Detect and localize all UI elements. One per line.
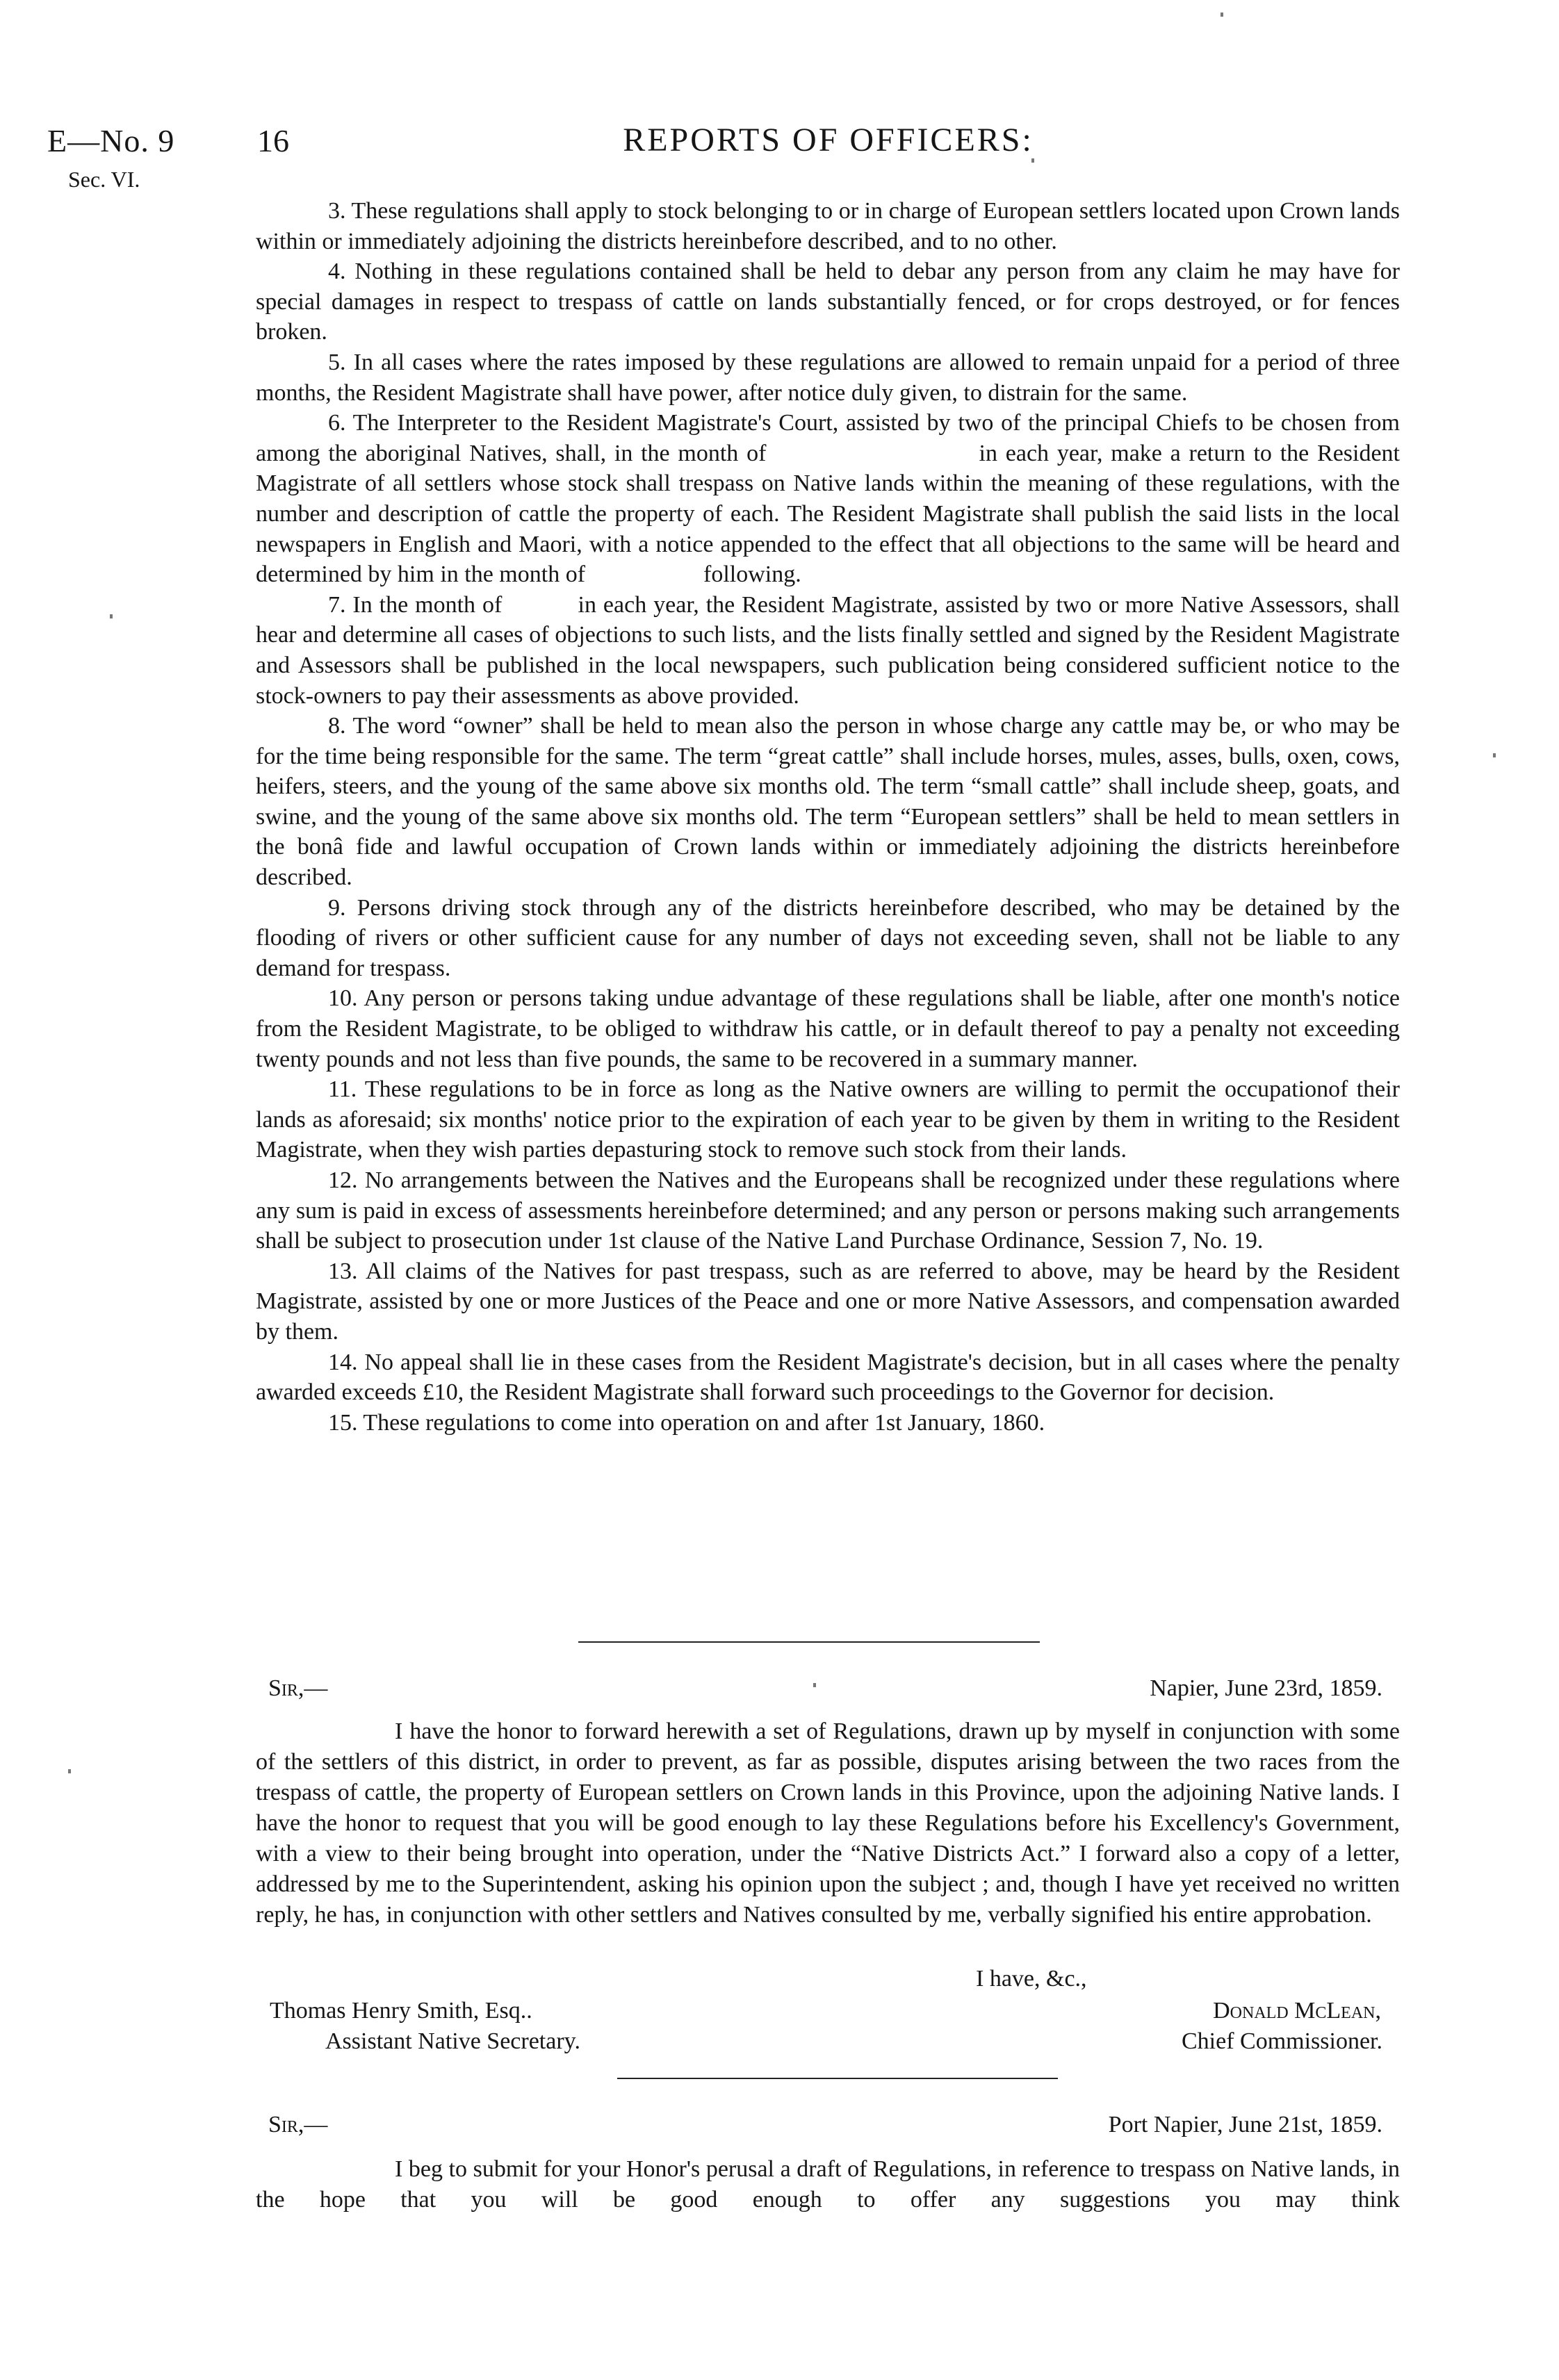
- letter2-body: I beg to submit for your Honor's perusal a draft of Regulations, in reference to trespass on Native lands, in the hope that you will be good enough to offer any suggestions you may think: [256, 2156, 1400, 2213]
- letter1-salutation: Sir,—: [268, 1675, 328, 1701]
- letter1-signer-title: Chief Commissioner.: [1182, 2028, 1382, 2054]
- letter-divider: [617, 2078, 1058, 2079]
- regulation-12: 12. No arrangements between the Natives and the Europeans shall be recognized under these regulations where any sum is paid in excess of assessments hereinbefore determined; and any person or persons making such arrangements shall be subject to prosecution under 1st clause of the Native Land Purchase Ordinance, Session 7, No. 19.: [256, 1167, 1400, 1254]
- page-number: 16: [257, 123, 289, 158]
- regulation-13: 13. All claims of the Natives for past trespass, such as are referred to above, may be heard by the Resident Magistrate, assisted by one or more Justices of the Peace and one or more Native Assessors, and compensation awarded by them.: [256, 1258, 1400, 1345]
- letter2-body-block: [256, 2154, 1400, 2215]
- scan-speck: [813, 1683, 816, 1687]
- letter1-signer-name: Donald McLean,: [1213, 1998, 1381, 2024]
- letter2-salutation: Sir,—: [268, 2112, 328, 2137]
- scan-speck: [1031, 158, 1034, 163]
- section-label: Sec. VI.: [68, 167, 140, 192]
- regulation-4: 4. Nothing in these regulations contained shall be held to debar any person from any claim he may have for special damages in respect to trespass of cattle on lands substantially fenced, or for crops destroyed, or for fences broken.: [256, 258, 1400, 345]
- letter1-addressee-title: Assistant Native Secretary.: [325, 2028, 580, 2054]
- regulation-5: 5. In all cases where the rates imposed by these regulations are allowed to remain unpaid for a period of three months, the Resident Magistrate shall have power, after notice duly given, to distrain for the same.: [256, 349, 1400, 406]
- regulation-7: 7. In the month of in each year, the Resident Magistrate, assisted by two or more Native Assessors, shall hear and determine all cases of objections to such lists, and the lists finally settled and signed by the Resident Magistrate and Assessors shall be published in the local newspapers, such publication being considered sufficient notice to the stock-owners to pay their assessments as above provided.: [256, 591, 1406, 709]
- letter1-place-date: Napier, June 23rd, 1859.: [1150, 1675, 1382, 1701]
- scan-speck: [1493, 753, 1496, 757]
- regulation-6: 6. The Interpreter to the Resident Magistrate's Court, assisted by two of the principal Chiefs to be chosen from among the aboriginal Natives, shall, in the month of in each year, make a return to the Resident Magistrate of all settlers whose stock shall trespass on Native lands within the meaning of these regulations, with the number and description of cattle the property of each. The Resident Magistrate shall publish the said lists in the local newspapers in English and Maori, with a notice appended to the effect that all objections to the same will be heard and determined by him in the month of following.: [256, 410, 1406, 588]
- letter1-body: I have the honor to forward herewith a set of Regulations, drawn up by myself in conjunction with some of the settlers of this district, in order to prevent, as far as possible, disputes arising between the two races from the trespass of cattle, the property of European settlers on Crown lands in this Province, upon the adjoining Native lands. I have the honor to request that you will be good enough to lay these Regulations before his Excellency's Government, with a view to their being brought into operation, under the “Native Districts Act.” I forward also a copy of a letter, addressed by me to the Superintendent, asking his opinion upon the subject ; and, though I have yet received no written reply, he has, in conjunction with other settlers and Natives consulted by me, verbally signified his entire approbation.: [256, 1718, 1400, 1928]
- letter2-place-date: Port Napier, June 21st, 1859.: [1108, 2112, 1382, 2137]
- section-divider: [578, 1641, 1040, 1643]
- scan-speck: [68, 1769, 71, 1773]
- regulation-14: 14. No appeal shall lie in these cases from the Resident Magistrate's decision, but in all cases where the penalty awarded exceeds £10, the Resident Magistrate shall forward such proceedings to the Governor for decision.: [256, 1349, 1400, 1406]
- page-title: REPORTS OF OFFICERS:: [623, 122, 1034, 158]
- document-reference: E—No. 9: [47, 123, 175, 158]
- regulation-10: 10. Any person or persons taking undue advantage of these regulations shall be liable, after one month's notice from the Resident Magistrate, to be obliged to withdraw his cattle, or in default thereof to pay a penalty not exceeding twenty pounds and not less than five pounds, the same to be recovered in a summary manner.: [256, 985, 1400, 1072]
- scan-speck: [110, 614, 113, 618]
- regulation-3: 3. These regulations shall apply to stock belonging to or in charge of European settlers located upon Crown lands within or immediately adjoining the districts hereinbefore described, and to no other.: [256, 198, 1400, 254]
- regulation-9: 9. Persons driving stock through any of the districts hereinbefore described, who may be detained by the flooding of rivers or other sufficient cause for any number of days not exceeding seven, shall not be liable to any demand for trespass.: [256, 894, 1400, 981]
- letter1-addressee-name: Thomas Henry Smith, Esq..: [270, 1998, 532, 2024]
- scan-speck: [1221, 13, 1223, 17]
- regulation-15: 15. These regulations to come into operation on and after 1st January, 1860.: [328, 1409, 1045, 1436]
- regulation-11: 11. These regulations to be in force as long as the Native owners are willing to permit the occupationof their lands as aforesaid; six months' notice prior to the expiration of each year to be given by them in writing to the Resident Magistrate, when they wish parties depasturing stock to remove such stock from their lands.: [256, 1076, 1400, 1163]
- regulation-8: 8. The word “owner” shall be held to mean also the person in whose charge any cattle may be, or who may be for the time being responsible for the same. The term “great cattle” shall include horses, mules, asses, bulls, oxen, cows, heifers, steers, and the young of the same above six months old. The term “small cattle” shall include sheep, goats, and swine, and the young of the same above six months old. The term “European settlers” shall be held to mean settlers in the bonâ fide and lawful occupation of Crown lands within or immediately adjoining the districts hereinbefore described.: [256, 713, 1400, 891]
- letter1-closing: I have, &c.,: [976, 1966, 1087, 1992]
- letter1-body-block: [256, 1716, 1400, 1930]
- regulations-list: [256, 196, 1406, 1438]
